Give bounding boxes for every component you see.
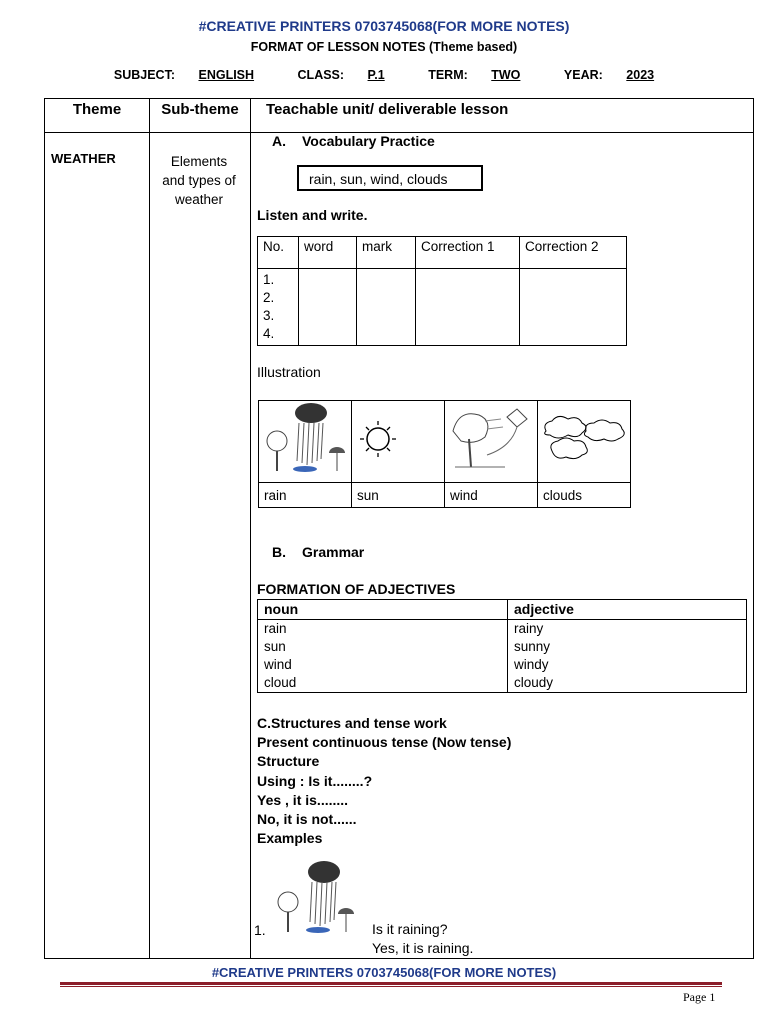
subject-value: ENGLISH [198, 68, 255, 82]
term-value: TWO [491, 68, 521, 82]
illustration-label: Illustration [257, 364, 321, 380]
section-c-line: Yes , it is........ [257, 791, 349, 808]
noun-cell: cloud [258, 674, 508, 693]
section-a-title: Vocabulary Practice [302, 133, 435, 149]
row-numbers-cell [258, 269, 299, 346]
column-header-subtheme: Sub-theme [161, 101, 239, 118]
footer-text: #CREATIVE PRINTERS 0703745068(FOR MORE NOTES) [211, 965, 557, 980]
subtheme-line: weather [174, 192, 224, 207]
answer-cell [416, 269, 520, 346]
example-answer: Yes, it is raining. [372, 940, 474, 956]
table-header-correction-1: Correction 1 [416, 237, 520, 269]
section-c-line: No, it is not...... [257, 811, 357, 828]
noun-cell: rain [258, 620, 508, 639]
section-c-title: C.Structures and tense work [257, 715, 447, 731]
year-label: YEAR: [563, 68, 603, 82]
adjective-cell: rainy [508, 620, 747, 639]
section-c-line: Using : Is it........? [257, 772, 373, 789]
answer-cell [357, 269, 416, 346]
footer-rule [60, 986, 722, 987]
subject-label: SUBJECT: [113, 68, 175, 82]
theme-value: WEATHER [51, 151, 116, 166]
example-question: Is it raining? [372, 921, 448, 937]
vocabulary-word-box: rain, sun, wind, clouds [297, 165, 483, 191]
listen-instruction: Listen and write. [257, 207, 368, 223]
adjective-cell: cloudy [508, 674, 747, 693]
sun-picture-cell [352, 401, 445, 483]
example-number: 1. [254, 922, 266, 938]
wind-picture-cell [445, 401, 538, 483]
column-divider [250, 99, 251, 958]
subtheme-line: Elements [170, 154, 228, 169]
adjectives-table [257, 599, 747, 693]
section-b-title: Grammar [302, 544, 365, 560]
adjective-cell: sunny [508, 638, 747, 656]
sun-icon [352, 401, 444, 479]
table-row [258, 620, 747, 639]
footer-rule [60, 982, 722, 985]
subtheme-value [149, 152, 249, 209]
page-number: Page 1 [683, 990, 716, 1004]
section-c-line: Examples [257, 830, 323, 847]
answer-cell [520, 269, 627, 346]
column-header-theme: Theme [72, 101, 122, 118]
illustration-caption: rain [259, 483, 352, 508]
table-row [258, 638, 747, 656]
column-header-unit: Teachable unit/ deliverable lesson [266, 101, 509, 118]
adjective-table-header-adjective: adjective [508, 600, 747, 620]
noun-cell: wind [258, 656, 508, 674]
wind-icon [445, 401, 537, 479]
adjective-cell: windy [508, 656, 747, 674]
format-title: FORMAT OF LESSON NOTES (Theme based) [250, 40, 518, 54]
class-label: CLASS: [297, 68, 345, 82]
row-number: 3. [263, 308, 275, 323]
row-number: 2. [263, 290, 275, 305]
column-divider [149, 99, 150, 958]
adjective-table-header-noun: noun [258, 600, 508, 620]
subtheme-line: and types of [162, 173, 236, 188]
illustration-table [258, 400, 631, 508]
section-c [257, 714, 511, 848]
rain-picture-cell [259, 401, 352, 483]
year-value: 2023 [626, 68, 655, 82]
table-header-mark: mark [357, 237, 416, 269]
illustration-caption: wind [445, 483, 538, 508]
rain-icon [259, 401, 351, 479]
illustration-caption: sun [352, 483, 445, 508]
cloud-icon [538, 401, 630, 479]
rain-example-icon [272, 858, 364, 938]
table-header-word: word [299, 237, 357, 269]
table-row [258, 656, 747, 674]
header-title: #CREATIVE PRINTERS 0703745068(FOR MORE NOTES) [198, 18, 570, 34]
answer-cell [299, 269, 357, 346]
noun-cell: sun [258, 638, 508, 656]
clouds-picture-cell [538, 401, 631, 483]
table-row [258, 674, 747, 693]
term-label: TERM: [428, 68, 468, 82]
class-value: P.1 [367, 68, 385, 82]
lesson-meta [0, 68, 768, 82]
section-c-line: Structure [257, 753, 320, 770]
illustration-caption: clouds [538, 483, 631, 508]
row-number: 4. [263, 326, 275, 341]
listen-write-table [257, 236, 627, 346]
section-b-marker: B. [272, 544, 286, 560]
adjectives-title: FORMATION OF ADJECTIVES [257, 581, 456, 597]
row-number: 1. [263, 272, 275, 287]
section-c-line: Present continuous tense (Now tense) [257, 734, 512, 751]
table-header-correction-2: Correction 2 [520, 237, 627, 269]
section-a-marker: A. [272, 133, 286, 149]
table-header-no: No. [258, 237, 299, 269]
